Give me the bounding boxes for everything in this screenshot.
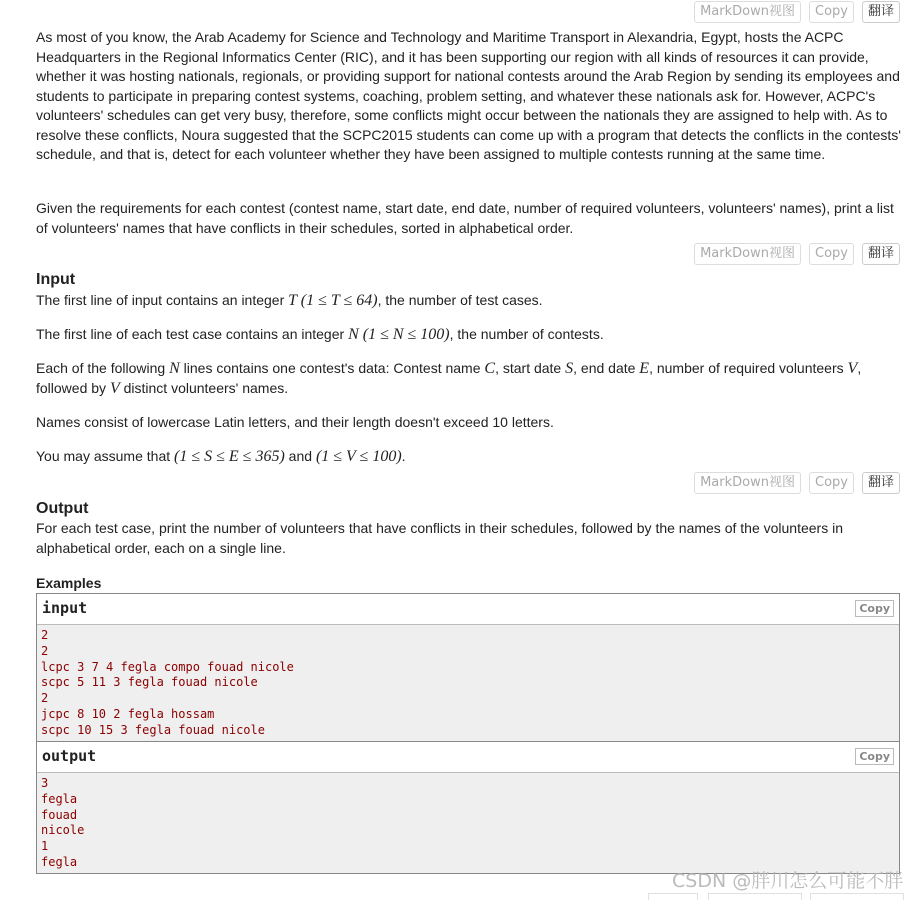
- footer-button: [810, 893, 904, 900]
- statement-paragraph-1: As most of you know, the Arab Academy for Science and Technology and Maritime Transport in Alexandria, Egypt, hosts the ACPC Headquarters in the Regional Informatics Center (RIC), and it has been supporting our region with all kinds of resources it can provide, whether it was hosting nationals, regionals, or providing support for national contests around the Arab Region by sending its employees and students to participate in preparing contest systems, coaching, problem setting, and whatever these nationals ask for. However, ACPC's volunteers' schedules can get very busy, therefore, some conflicts might occur between the nationals they are assigned to help with. As to resolve these conflicts, Noura suggested that the SCPC2015 students can come up with a program that detects the conflicts in the contests' schedule, and that is, detect for each volunteer whether they have been assigned to multiple contests running at the same time.: [36, 29, 901, 162]
- math-expression: T (1 ≤ T ≤ 64): [288, 292, 378, 309]
- input-paragraph-4: Names consist of lowercase Latin letters, and their length doesn't exceed 10 letters.: [36, 414, 554, 430]
- input-paragraph-1: [36, 291, 904, 311]
- input-line: 2: [41, 691, 49, 706]
- text: You may assume that: [36, 448, 175, 464]
- input-line: 2: [41, 643, 49, 658]
- output-toolbar: [694, 472, 900, 494]
- math-expression: (1 ≤ S ≤ E ≤ 365): [174, 448, 285, 465]
- examples-heading: Examples: [36, 575, 102, 591]
- markdown-view-button[interactable]: MarkDown视图: [694, 243, 801, 265]
- text: The first line of each test case contains an integer: [36, 326, 349, 342]
- markdown-view-button[interactable]: MarkDown视图: [694, 472, 801, 494]
- input-paragraph-3: [36, 359, 904, 398]
- input-toolbar: [694, 243, 900, 265]
- copy-button[interactable]: Copy: [809, 1, 854, 23]
- text: distinct volunteers' names.: [119, 379, 289, 396]
- output-line: fegla: [41, 791, 78, 806]
- math-expression: (1 ≤ V ≤ 100): [315, 448, 402, 465]
- copy-button[interactable]: Copy: [809, 243, 854, 265]
- output-line: nicole: [41, 823, 85, 838]
- text: , end date: [573, 360, 640, 376]
- copy-button[interactable]: Copy: [809, 472, 854, 494]
- translate-button[interactable]: 翻译: [862, 472, 900, 494]
- footer-button: [648, 893, 698, 900]
- output-line: fegla: [41, 854, 78, 869]
- input-line: 2: [41, 628, 49, 642]
- input-line: scpc 10 15 3 fegla fouad nicole: [41, 722, 265, 737]
- math-variable: S: [565, 360, 574, 377]
- math-variable: V: [109, 379, 120, 397]
- copy-output-button[interactable]: Copy: [855, 748, 894, 765]
- statement-paragraph-2: Given the requirements for each contest (contest name, start date, end date, number of required volunteers, volunteers' names), print a list of volunteers' names that have conflicts in their schedules, sorted in alphabetical order.: [36, 200, 894, 236]
- output-line: 3: [41, 776, 49, 790]
- text: , number of required volunteers: [649, 360, 848, 376]
- math-expression: N (1 ≤ N ≤ 100): [348, 326, 450, 343]
- example-output-content: [37, 773, 899, 873]
- text: and: [284, 448, 316, 464]
- statement-toolbar: [694, 1, 900, 23]
- translate-button[interactable]: 翻译: [862, 243, 900, 265]
- copy-input-button[interactable]: Copy: [855, 600, 894, 617]
- text: , followed by: [36, 360, 862, 396]
- example-input-box: [36, 593, 900, 742]
- input-line: lcpc 3 7 4 fegla compo fouad nicole: [41, 659, 294, 674]
- example-output-label: output: [42, 747, 97, 765]
- input-heading: Input: [36, 271, 76, 288]
- csdn-watermark: CSDN @胖川怎么可能不胖: [672, 870, 904, 892]
- markdown-view-button[interactable]: MarkDown视图: [694, 1, 801, 23]
- input-paragraph-5: [36, 447, 904, 467]
- input-line: jcpc 8 10 2 fegla hossam: [41, 706, 215, 721]
- output-line: fouad: [41, 807, 78, 822]
- output-paragraph: For each test case, print the number of volunteers that have conflicts in their schedules, followed by the names of the volunteers in alphabetical order, each on a single line.: [36, 520, 843, 556]
- example-input-header: [37, 594, 899, 625]
- math-variable: N: [169, 360, 180, 377]
- output-heading: Output: [36, 500, 89, 517]
- example-input-content: [37, 625, 899, 741]
- math-variable: C: [484, 360, 496, 377]
- example-output-box: [36, 741, 900, 874]
- input-line: scpc 5 11 3 fegla fouad nicole: [41, 675, 258, 690]
- example-input-label: input: [42, 599, 88, 617]
- text: The first line of input contains an integer: [36, 292, 289, 308]
- example-output-header: [37, 742, 899, 773]
- text: , the number of contests.: [449, 326, 604, 342]
- text: lines contains one contest's data: Contest name: [179, 360, 485, 376]
- input-paragraph-2: [36, 325, 904, 345]
- text: , start date: [495, 360, 566, 376]
- text: .: [401, 448, 406, 464]
- math-variable: E: [639, 360, 650, 377]
- math-variable: V: [847, 360, 858, 377]
- text: Each of the following: [36, 360, 170, 376]
- footer-button: [708, 893, 802, 900]
- text: , the number of test cases.: [377, 292, 543, 308]
- output-line: 1: [41, 839, 49, 854]
- translate-button[interactable]: 翻译: [862, 1, 900, 23]
